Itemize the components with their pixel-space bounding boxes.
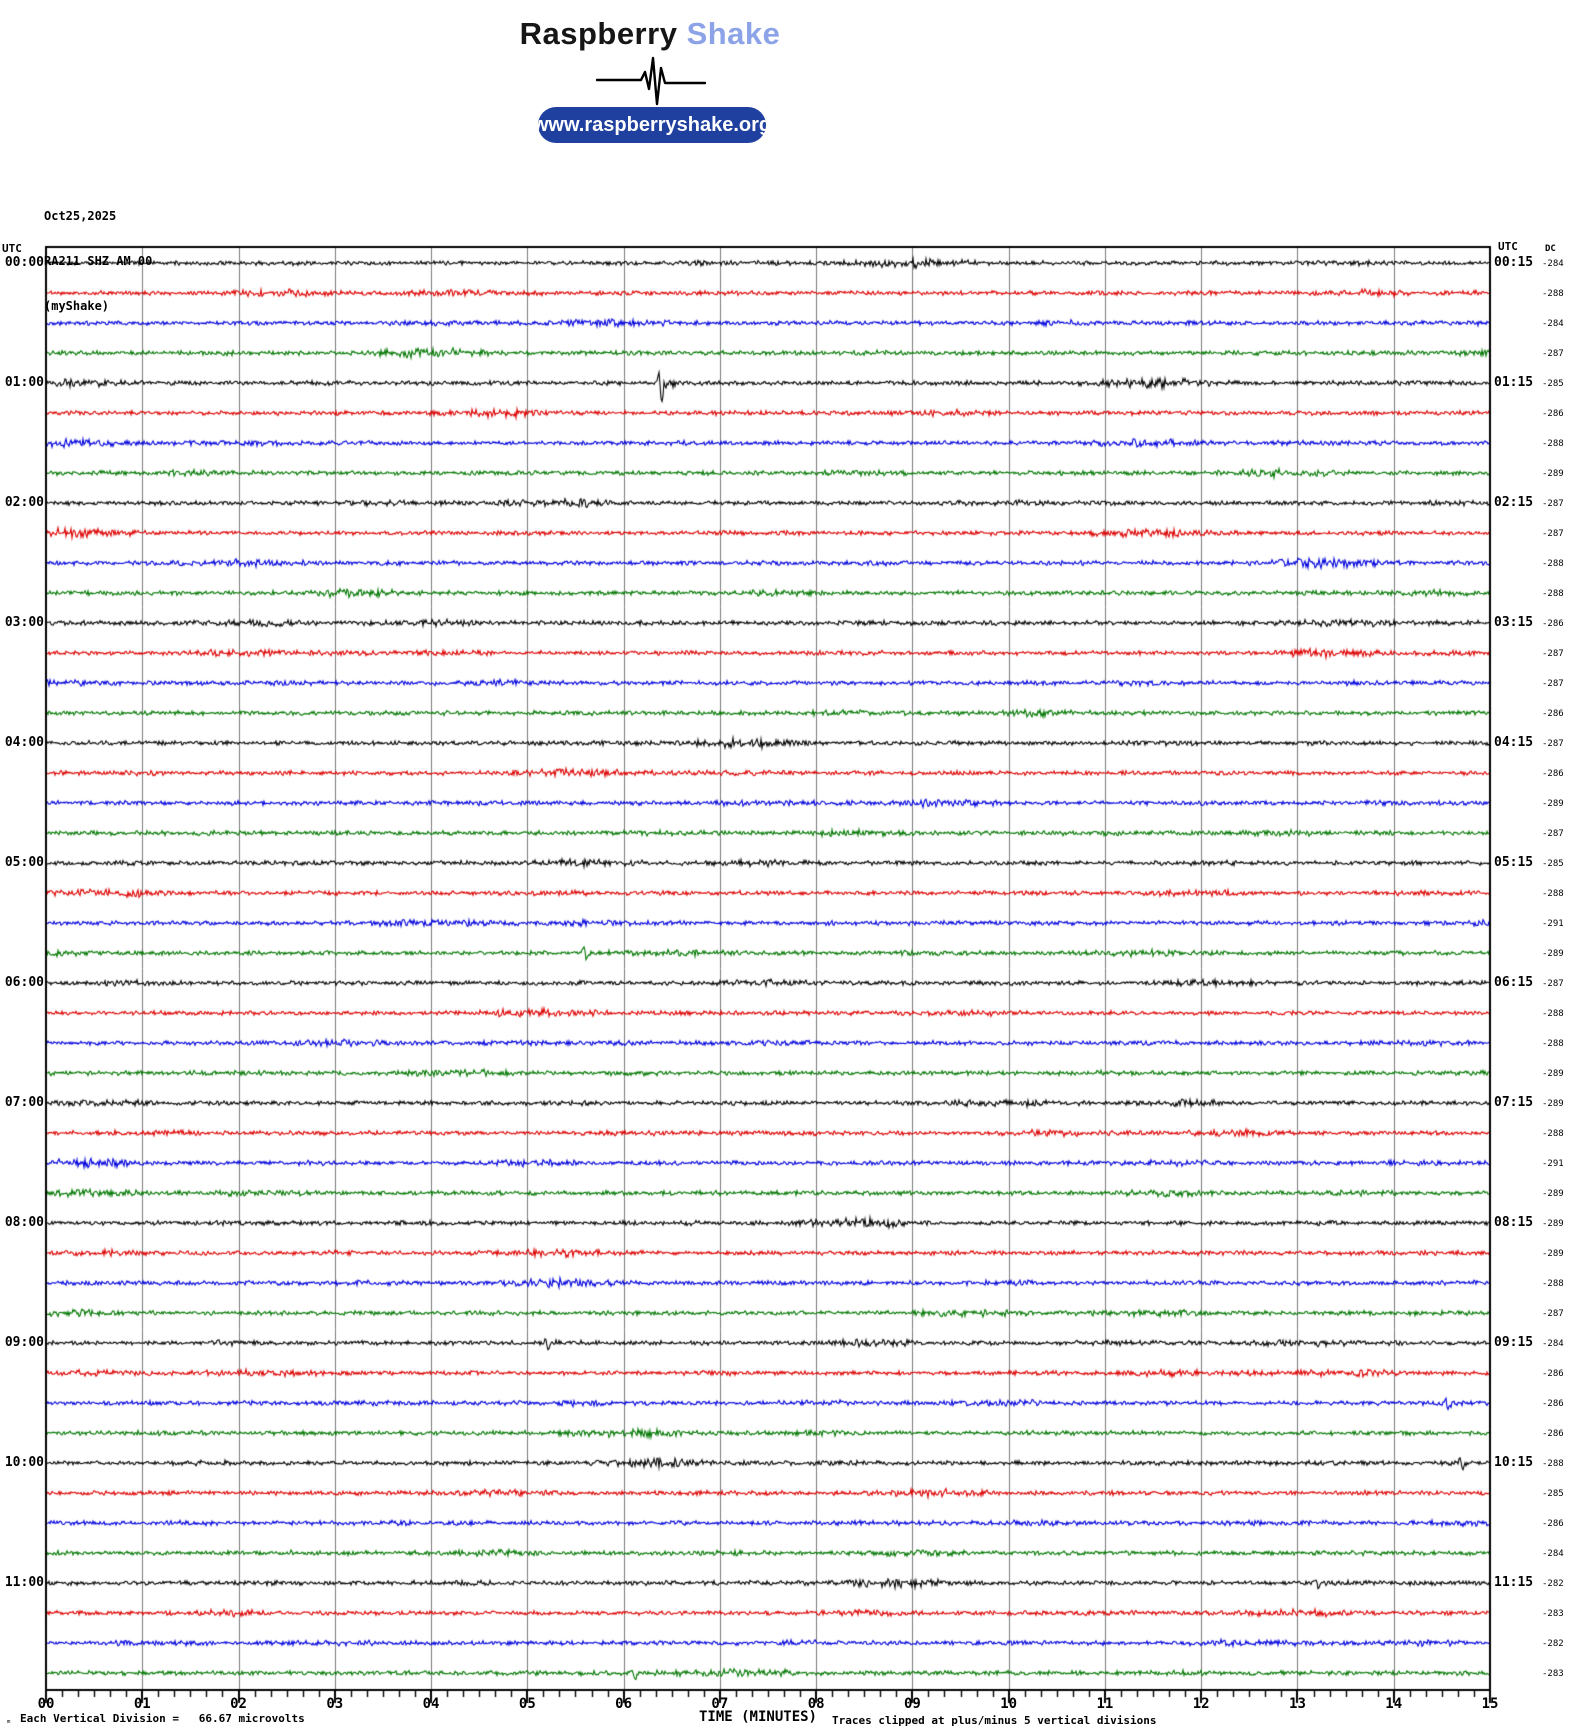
- dc-value: -288: [1542, 889, 1564, 899]
- dc-value: -286: [1542, 1429, 1564, 1439]
- x-tick-label: 11: [1096, 1696, 1114, 1712]
- utc-right-label: 08:15: [1494, 1215, 1534, 1230]
- dc-value: -286: [1542, 1369, 1564, 1379]
- utc-left-label: 04:00: [4, 735, 44, 750]
- dc-value: -285: [1542, 379, 1564, 389]
- station-network: (myShake): [44, 299, 110, 313]
- dc-value: -288: [1542, 289, 1564, 299]
- dc-value: -286: [1542, 1399, 1564, 1409]
- dc-value: -285: [1542, 859, 1564, 869]
- dc-value: -289: [1542, 1249, 1564, 1259]
- logo: [350, 16, 950, 52]
- x-tick-label: 08: [807, 1696, 825, 1712]
- dc-value: -289: [1542, 1069, 1564, 1079]
- dc-value: -289: [1542, 469, 1564, 479]
- utc-right-label: 02:15: [1494, 495, 1534, 510]
- x-tick-label: 00: [37, 1696, 55, 1712]
- utc-left-label: 00:00: [4, 255, 44, 270]
- x-tick-label: 12: [1192, 1696, 1210, 1712]
- x-tick-label: 01: [133, 1696, 151, 1712]
- dc-value: -288: [1542, 1129, 1564, 1139]
- dc-value: -284: [1542, 259, 1564, 269]
- dc-value: -289: [1542, 1099, 1564, 1109]
- dc-value: -287: [1542, 739, 1564, 749]
- dc-value: -287: [1542, 979, 1564, 989]
- logo-text-secondary: Shake: [686, 16, 781, 51]
- dc-value: -288: [1542, 1039, 1564, 1049]
- dc-value: -287: [1542, 529, 1564, 539]
- utc-right-label: 05:15: [1494, 855, 1534, 870]
- dc-value: -287: [1542, 499, 1564, 509]
- dc-value: -289: [1542, 949, 1564, 959]
- x-axis-title: TIME (MINUTES): [698, 1709, 817, 1725]
- station-date: Oct25,2025: [44, 209, 117, 223]
- vertical-division-note: Each Vertical Division = 66.67 microvolts: [20, 1712, 305, 1725]
- dc-value: -286: [1542, 1519, 1564, 1529]
- dc-value: -284: [1542, 1339, 1564, 1349]
- logo-text-primary: Raspberry: [519, 16, 678, 51]
- utc-right-label: 11:15: [1494, 1575, 1534, 1590]
- utc-right-label: 10:15: [1494, 1455, 1534, 1470]
- dc-header: DC: [1545, 244, 1556, 254]
- dc-value: -287: [1542, 829, 1564, 839]
- dc-value: -285: [1542, 1489, 1564, 1499]
- dc-value: -291: [1542, 919, 1564, 929]
- utc-left-label: 07:00: [4, 1095, 44, 1110]
- dc-value: -284: [1542, 1549, 1564, 1559]
- x-tick-label: 09: [903, 1696, 921, 1712]
- dc-value: -286: [1542, 709, 1564, 719]
- x-tick-label: 03: [326, 1696, 344, 1712]
- utc-left-label: 01:00: [4, 375, 44, 390]
- dc-value: -286: [1542, 409, 1564, 419]
- x-tick-label: 06: [615, 1696, 633, 1712]
- utc-left-label: 03:00: [4, 615, 44, 630]
- utc-header-left: UTC: [2, 242, 22, 255]
- website-button[interactable]: www.raspberryshake.org: [538, 107, 766, 143]
- x-tick-label: 05: [518, 1696, 536, 1712]
- x-tick-label: 10: [1000, 1696, 1018, 1712]
- x-tick-label: 14: [1385, 1696, 1403, 1712]
- dc-value: -288: [1542, 559, 1564, 569]
- dc-value: -287: [1542, 679, 1564, 689]
- dc-value: -288: [1542, 1279, 1564, 1289]
- dc-value: -287: [1542, 1309, 1564, 1319]
- utc-left-label: 08:00: [4, 1215, 44, 1230]
- utc-left-label: 06:00: [4, 975, 44, 990]
- dc-value: -282: [1542, 1639, 1564, 1649]
- utc-right-label: 09:15: [1494, 1335, 1534, 1350]
- scale-glyph: ₘ: [6, 1716, 12, 1726]
- dc-value: -288: [1542, 589, 1564, 599]
- x-tick-label: 13: [1289, 1696, 1306, 1712]
- utc-left-label: 05:00: [4, 855, 44, 870]
- dc-value: -287: [1542, 649, 1564, 659]
- dc-value: -286: [1542, 769, 1564, 779]
- dc-value: -284: [1542, 319, 1564, 329]
- dc-value: -291: [1542, 1159, 1564, 1169]
- utc-right-label: 01:15: [1494, 375, 1534, 390]
- dc-value: -283: [1542, 1609, 1564, 1619]
- dc-value: -289: [1542, 1219, 1564, 1229]
- x-tick-label: 07: [711, 1696, 729, 1712]
- dc-value: -286: [1542, 619, 1564, 629]
- utc-right-label: 04:15: [1494, 735, 1534, 750]
- utc-right-label: 07:15: [1494, 1095, 1534, 1110]
- dc-value: -289: [1542, 1189, 1564, 1199]
- station-id: RA211 SHZ AM 00: [44, 254, 153, 268]
- utc-left-label: 10:00: [4, 1455, 44, 1470]
- x-tick-label: 04: [422, 1696, 440, 1712]
- clipping-note: Traces clipped at plus/minus 5 vertical divisions: [832, 1714, 1157, 1727]
- dc-value: -283: [1542, 1669, 1564, 1679]
- dc-value: -288: [1542, 1009, 1564, 1019]
- dc-value: -288: [1542, 439, 1564, 449]
- utc-header-right: UTC: [1498, 240, 1518, 253]
- seismic-waveform-icon: [595, 56, 707, 106]
- utc-right-label: 06:15: [1494, 975, 1534, 990]
- utc-left-label: 02:00: [4, 495, 44, 510]
- utc-right-label: 00:15: [1494, 255, 1534, 270]
- station-info: [44, 179, 152, 329]
- utc-right-label: 03:15: [1494, 615, 1534, 630]
- dc-value: -289: [1542, 799, 1564, 809]
- utc-left-label: 11:00: [4, 1575, 44, 1590]
- x-tick-label: 02: [230, 1696, 247, 1712]
- dc-value: -282: [1542, 1579, 1564, 1589]
- dc-value: -287: [1542, 349, 1564, 359]
- utc-left-label: 09:00: [4, 1335, 44, 1350]
- dc-value: -288: [1542, 1459, 1564, 1469]
- x-tick-label: 15: [1481, 1696, 1499, 1712]
